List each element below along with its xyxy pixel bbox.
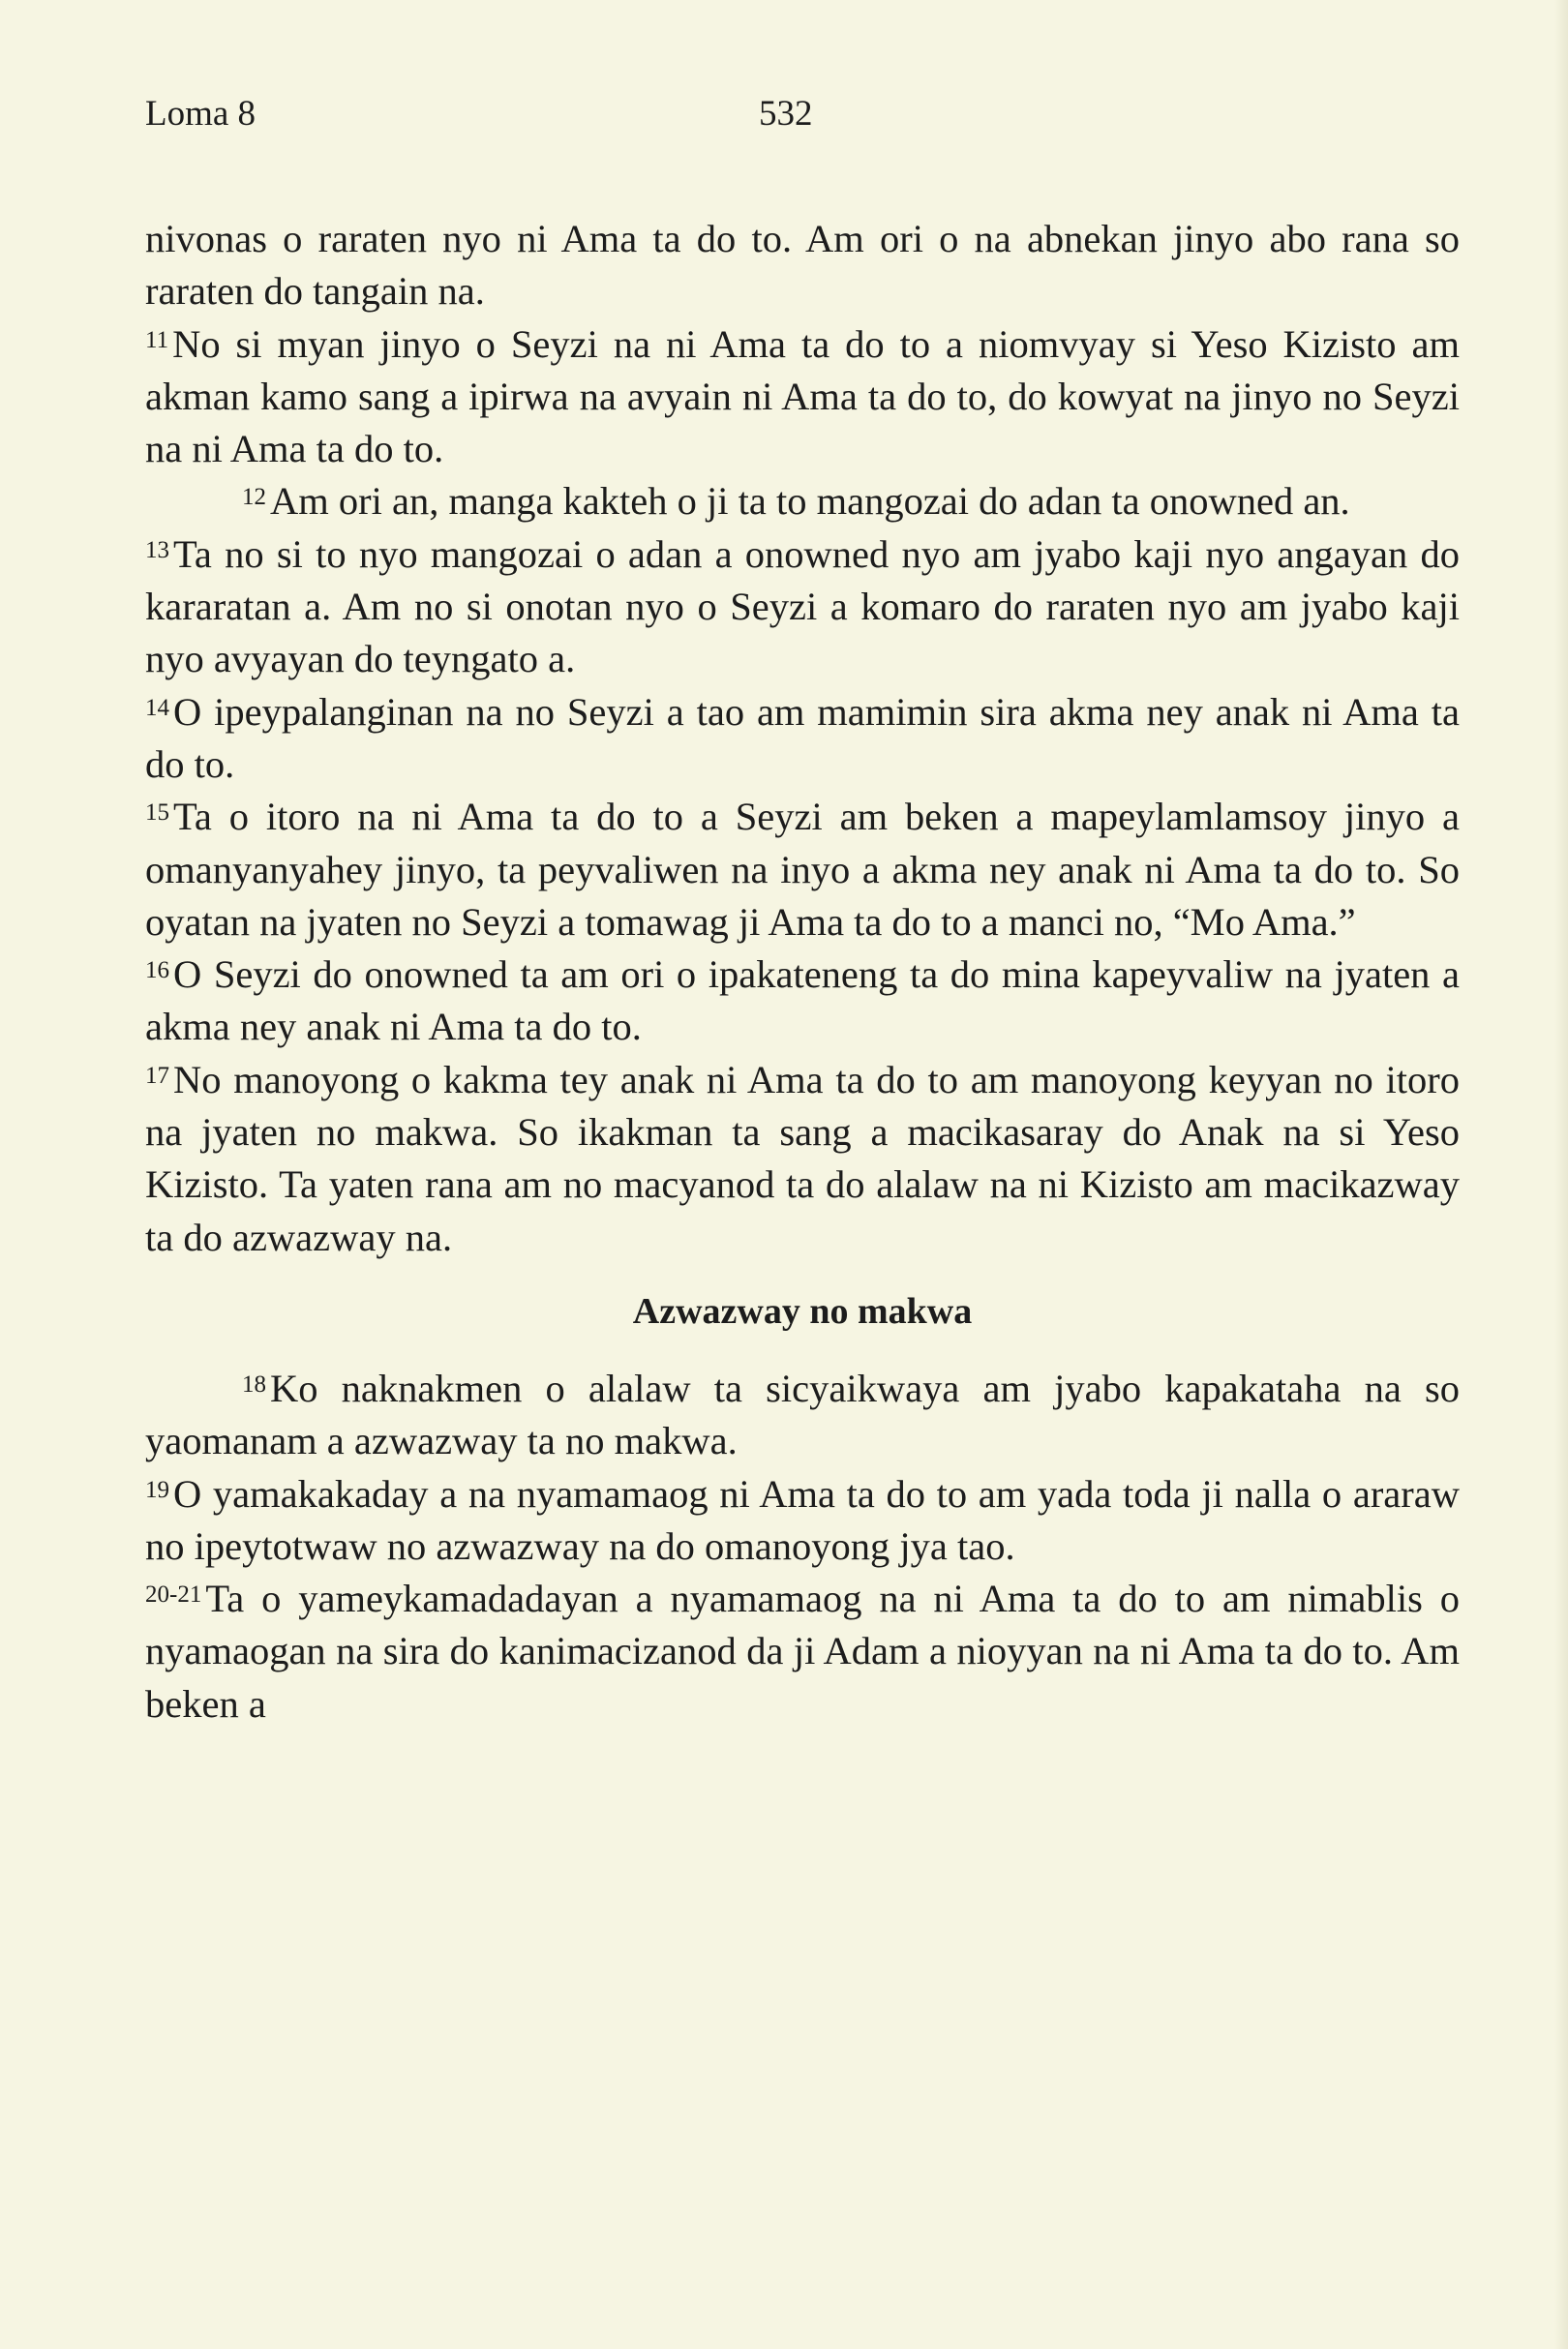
section-heading: Azwazway no makwa bbox=[632, 1290, 973, 1332]
verse-number: 18 bbox=[242, 1370, 266, 1398]
verse-paragraph bbox=[145, 949, 1460, 1054]
verse-text: Ta o yameykamadadayan a nyamamaog na ni Ama ta do to am nimablis o nyamaogan na sira do kanimacizanod da ji Adam a nioyyan na ni Ama ta do to. Am beken a bbox=[145, 1577, 1460, 1726]
verse-text: Ta no si to nyo mangozai o adan a onowned nyo am jyabo kaji nyo angayan do kararatan a. Am no si onotan nyo o Seyzi a komaro do raraten nyo am jyabo kaji nyo avyayan do teyngato a. bbox=[145, 531, 1460, 681]
verse-number: 11 bbox=[145, 326, 169, 353]
verse-text: Am ori an, manga kakteh o ji ta to mangozai do adan ta onowned an. bbox=[270, 479, 1350, 524]
verses-after-heading bbox=[145, 1363, 1460, 1731]
verse-paragraph bbox=[145, 213, 1460, 318]
page-number: 532 bbox=[759, 94, 813, 134]
verse-paragraph bbox=[145, 1573, 1460, 1731]
verse-number: 14 bbox=[145, 694, 169, 721]
verse-text: Ta o itoro na ni Ama ta do to a Seyzi am beken a mapeylamlamsoy jinyo a omanyanyahey jinyo, ta peyvaliwen na inyo a akma ney anak ni Ama ta do to. So oyatan na jyaten no Seyzi a tomawag ji Ama ta do to a manci no, “Mo Ama.” bbox=[145, 795, 1460, 944]
verse-text: O Seyzi do onowned ta am ori o ipakateneng ta do mina kapeyvaliw na jyaten a akma ney anak ni Ama ta do to. bbox=[145, 952, 1460, 1049]
verse-paragraph bbox=[145, 1468, 1460, 1574]
verse-number: 19 bbox=[145, 1476, 169, 1503]
verse-text: No si myan jinyo o Seyzi na ni Ama ta do to a niomvyay si Yeso Kizisto am akman kamo sang a ipirwa na avyain ni Ama ta do to, do kowyat na jinyo no Seyzi na ni Ama ta do to. bbox=[145, 321, 1460, 471]
verses-before-heading bbox=[145, 213, 1460, 1264]
book-chapter-label: Loma 8 bbox=[145, 94, 256, 134]
running-header bbox=[145, 93, 1452, 147]
verse-paragraph bbox=[145, 1363, 1460, 1468]
verse-paragraph bbox=[145, 791, 1460, 949]
verse-paragraph bbox=[145, 475, 1460, 527]
page-edge bbox=[1554, 0, 1568, 2349]
verse-paragraph bbox=[145, 1054, 1460, 1264]
page-body bbox=[145, 213, 1460, 1731]
verse-number: 12 bbox=[242, 484, 266, 511]
verse-number: 20-21 bbox=[145, 1581, 202, 1609]
verse-number: 13 bbox=[145, 536, 169, 563]
verse-text: nivonas o raraten nyo ni Ama ta do to. Am ori o na abnekan jinyo abo rana so raraten do tangain na. bbox=[145, 217, 1460, 314]
verse-number: 16 bbox=[145, 957, 169, 984]
verse-paragraph bbox=[145, 528, 1460, 686]
verse-text: O yamakakaday a na nyamamaog ni Ama ta do to am yada toda ji nalla o araraw no ipeytotwaw no azwazway na do omanoyong jya tao. bbox=[145, 1471, 1460, 1568]
verse-number: 17 bbox=[145, 1062, 169, 1089]
verse-text: No manoyong o kakma tey anak ni Ama ta do to am manoyong keyyan no itoro na jyaten no makwa. So ikakman ta sang a macikasaray do Anak na si Yeso Kizisto. Ta yaten rana am no macyanod ta do alalaw na ni Kizisto am macikazway ta do azwazway na. bbox=[145, 1057, 1460, 1259]
verse-text: O ipeypalanginan na no Seyzi a tao am mamimin sira akma ney anak ni Ama ta do to. bbox=[145, 689, 1460, 786]
verse-number: 15 bbox=[145, 799, 169, 827]
verse-text: Ko naknakmen o alalaw ta sicyaikwaya am jyabo kapakataha na so yaomanam a azwazway ta no makwa. bbox=[145, 1366, 1460, 1463]
verse-paragraph bbox=[145, 686, 1460, 792]
verse-paragraph bbox=[145, 318, 1460, 476]
